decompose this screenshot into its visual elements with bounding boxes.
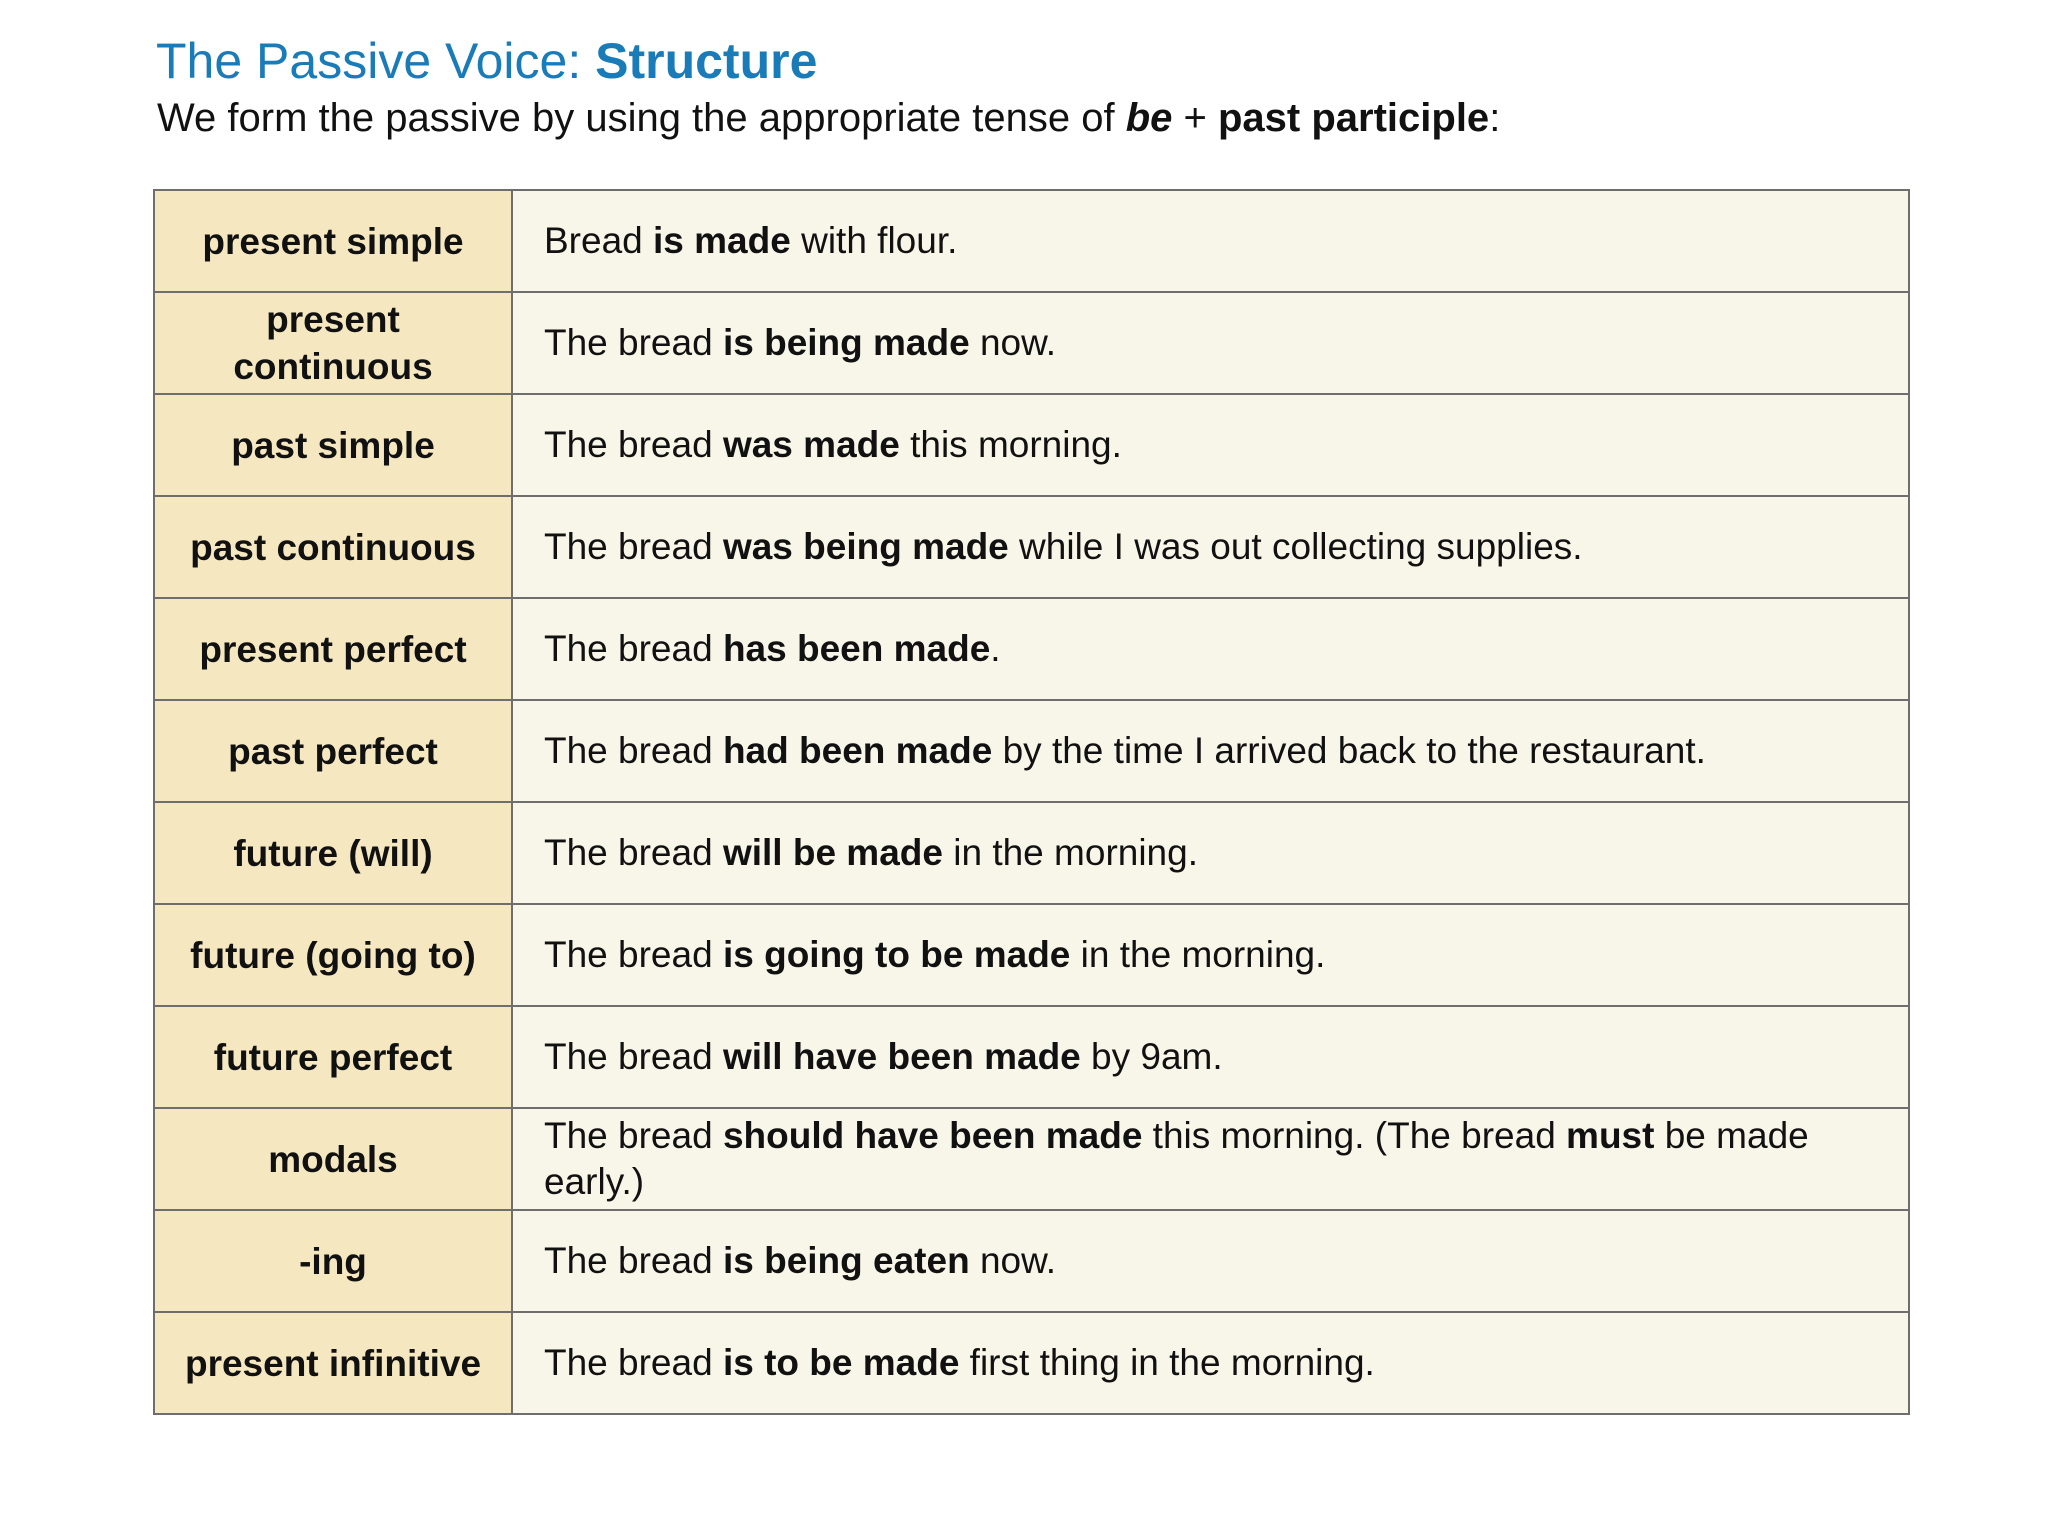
example-cell (512, 292, 1909, 394)
example-post: while I was out collecting supplies. (1008, 526, 1583, 567)
table-row (154, 190, 1909, 292)
example-post: in the morning. (942, 832, 1198, 873)
example-bold: is to be made (722, 1342, 960, 1383)
table-row (154, 1006, 1909, 1108)
example-cell (512, 394, 1909, 496)
subtitle-past-participle: past participle (1217, 96, 1490, 140)
example-bold: was being made (722, 526, 1009, 567)
tense-cell: present simple (154, 190, 512, 292)
tense-cell: future (will) (154, 802, 512, 904)
example-post: now. (969, 322, 1057, 363)
title-prefix: The Passive Voice: (156, 33, 596, 89)
page-title (156, 28, 817, 94)
table-row (154, 904, 1909, 1006)
example-post: by 9am. (1080, 1036, 1223, 1077)
example-post: in the morning. (1070, 934, 1326, 975)
table-body (154, 190, 1909, 1414)
example-pre: The bread (544, 832, 723, 873)
example-pre: The bread (544, 424, 723, 465)
example-pre: Bread (544, 220, 654, 261)
subtitle-colon: : (1489, 96, 1501, 140)
tense-cell: -ing (154, 1210, 512, 1312)
example-bold: is being made (722, 322, 970, 363)
tense-cell: present continuous (154, 292, 512, 394)
example-cell (512, 1312, 1909, 1414)
example-cell (512, 904, 1909, 1006)
table-row (154, 1108, 1909, 1210)
example-bold: will have been made (722, 1036, 1081, 1077)
example-post: . (990, 628, 1001, 669)
table-row (154, 700, 1909, 802)
example-cell (512, 1006, 1909, 1108)
table-row (154, 1210, 1909, 1312)
example-post: by the time I arrived back to the restaurant. (992, 730, 1706, 771)
tense-cell: past continuous (154, 496, 512, 598)
example-pre: The bread (544, 1342, 723, 1383)
example-post: with flour. (790, 220, 958, 261)
tense-cell: past simple (154, 394, 512, 496)
example-post: this morning. (The bread (1142, 1115, 1567, 1156)
example-bold: is going to be made (722, 934, 1071, 975)
example-cell (512, 190, 1909, 292)
example-cell (512, 496, 1909, 598)
table-row (154, 802, 1909, 904)
example-cell (512, 700, 1909, 802)
tense-cell: future (going to) (154, 904, 512, 1006)
example-cell (512, 1210, 1909, 1312)
example-post: this morning. (899, 424, 1122, 465)
example-bold: was made (722, 424, 900, 465)
example-pre: The bread (544, 628, 723, 669)
page-subtitle (157, 92, 1500, 144)
example-pre: The bread (544, 322, 723, 363)
subtitle-prefix: We form the passive by using the appropriate tense of (157, 96, 1126, 140)
example-bold: will be made (722, 832, 943, 873)
example-pre: The bread (544, 1036, 723, 1077)
subtitle-plus: + (1172, 96, 1218, 140)
example-pre: The bread (544, 730, 723, 771)
tense-cell: future perfect (154, 1006, 512, 1108)
example-cell (512, 802, 1909, 904)
example-pre: The bread (544, 526, 723, 567)
example-post-2: be made early.) (544, 1115, 1809, 1202)
title-strong: Structure (595, 33, 818, 89)
table-row (154, 292, 1909, 394)
example-cell (512, 598, 1909, 700)
passive-voice-table (153, 189, 1910, 1415)
example-bold: had been made (722, 730, 993, 771)
tense-cell: present infinitive (154, 1312, 512, 1414)
example-bold-2: must (1566, 1115, 1655, 1156)
table-row (154, 394, 1909, 496)
tense-cell: modals (154, 1108, 512, 1210)
table-row (154, 496, 1909, 598)
example-pre: The bread (544, 934, 723, 975)
example-pre: The bread (544, 1115, 723, 1156)
example-post: now. (969, 1240, 1057, 1281)
example-cell (512, 1108, 1909, 1210)
example-bold: has been made (722, 628, 991, 669)
table-row (154, 1312, 1909, 1414)
example-pre: The bread (544, 1240, 723, 1281)
example-bold: should have been made (722, 1115, 1143, 1156)
example-post: first thing in the morning. (959, 1342, 1375, 1383)
example-bold: is being eaten (722, 1240, 970, 1281)
example-bold: is made (653, 220, 791, 261)
subtitle-be: be (1125, 96, 1173, 140)
table-row (154, 598, 1909, 700)
tense-cell: past perfect (154, 700, 512, 802)
tense-cell: present perfect (154, 598, 512, 700)
